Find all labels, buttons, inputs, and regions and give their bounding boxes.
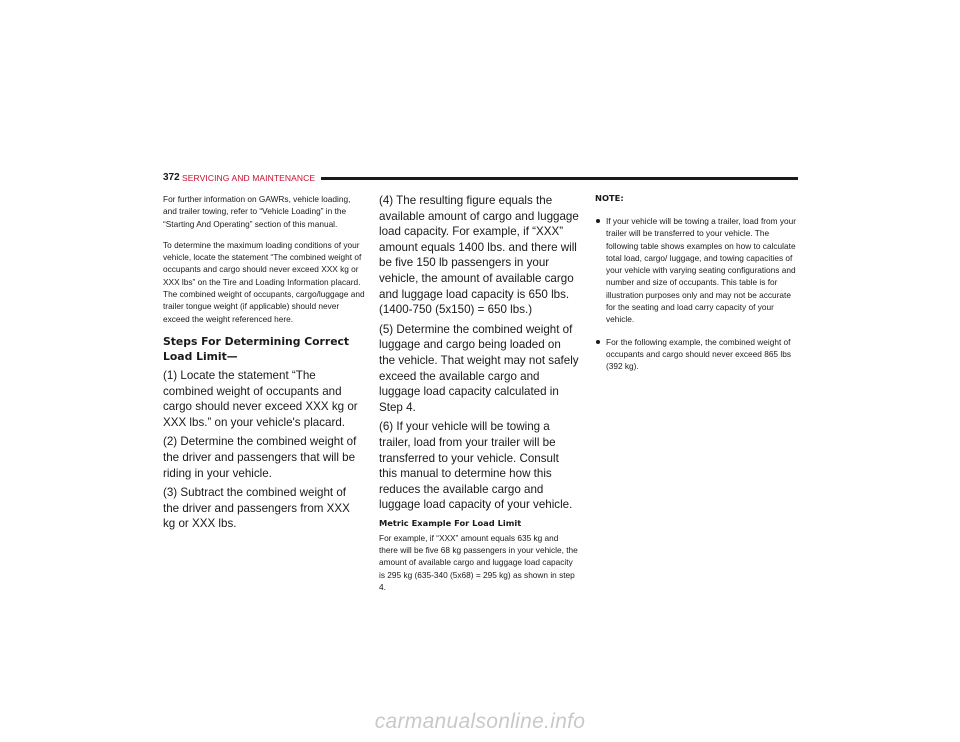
column-left (163, 193, 365, 536)
section-title: SERVICING AND MAINTENANCE (182, 173, 316, 183)
step-1: (1) Locate the statement “The combined weight of occupants and cargo should never exceed XXX kg or XXX lbs.” on your vehicle's placard. (163, 368, 358, 429)
step-3: (3) Subtract the combined weight of the driver and passengers from XXX kg or XXX lbs. (163, 486, 350, 531)
step-4: (4) The resulting figure equals the available amount of cargo and luggage load capacity. For example, if “XXX” amount equals 1400 lbs. and there will be five 150 lb passengers in your vehicle, the amount of available cargo and luggage load capacity is 650 lbs. (1400-750 (5x150) = 650 lbs.) (379, 194, 579, 317)
header-rule (321, 177, 798, 180)
metric-example-heading: Metric Example For Load Limit (379, 517, 522, 528)
gawr-reference-paragraph: For further information on GAWRs, vehicle loading, and trailer towing, refer to “Vehicle Loading” in the “Starting And Operating” section of this manual. (163, 194, 351, 229)
page-header (163, 172, 798, 186)
step-5: (5) Determine the combined weight of luggage and cargo being loaded on the vehicle. That weight may not safely exceed the available cargo and luggage load capacity calculated in Step 4. (379, 322, 579, 414)
column-right (595, 193, 800, 383)
column-middle (379, 193, 579, 602)
watermark: carmanualsonline.info (374, 710, 586, 733)
step-2: (2) Determine the combined weight of the driver and passengers that will be riding in your vehicle. (163, 435, 357, 480)
max-loading-paragraph: To determine the maximum loading conditions of your vehicle, locate the statement “The combined weight of occupants and cargo should never exceed XXX kg or XXX lbs” on the Tire and Loading Information placard. The combined weight of occupants, cargo/luggage and trailer tongue weight (if applicable) should never exceed the weight referenced here. (163, 239, 365, 324)
note-bullet-example: For the following example, the combined weight of occupants and cargo should never exceed 865 lbs (392 kg). (595, 336, 800, 373)
step-6: (6) If your vehicle will be towing a trailer, load from your trailer will be transferred to your vehicle. Consult this manual to determine how this reduces the available cargo and luggage load capacity of your vehicle. (379, 420, 573, 512)
note-bullet-trailer: If your vehicle will be towing a trailer, load from your trailer will be transferred to your vehicle. The following table shows examples on how to calculate total load, cargo/ luggage, and towing capacities of your vehicle with varying seating configurations and number and size of occupants. This table is for illustration purposes only and may not be accurate for the seating and load carry capacity of your vehicle. (595, 215, 800, 326)
note-label: NOTE: (595, 193, 624, 203)
metric-example-text: For example, if “XXX” amount equals 635 kg and there will be five 68 kg passengers in your vehicle, the amount of available cargo and luggage load capacity is 295 kg (635-340 (5x68) = 295 kg) as shown in step 4. (379, 532, 578, 593)
load-limit-steps-heading: Steps For Determining Correct Load Limit— (163, 334, 350, 363)
page-number: 372 (163, 172, 180, 183)
